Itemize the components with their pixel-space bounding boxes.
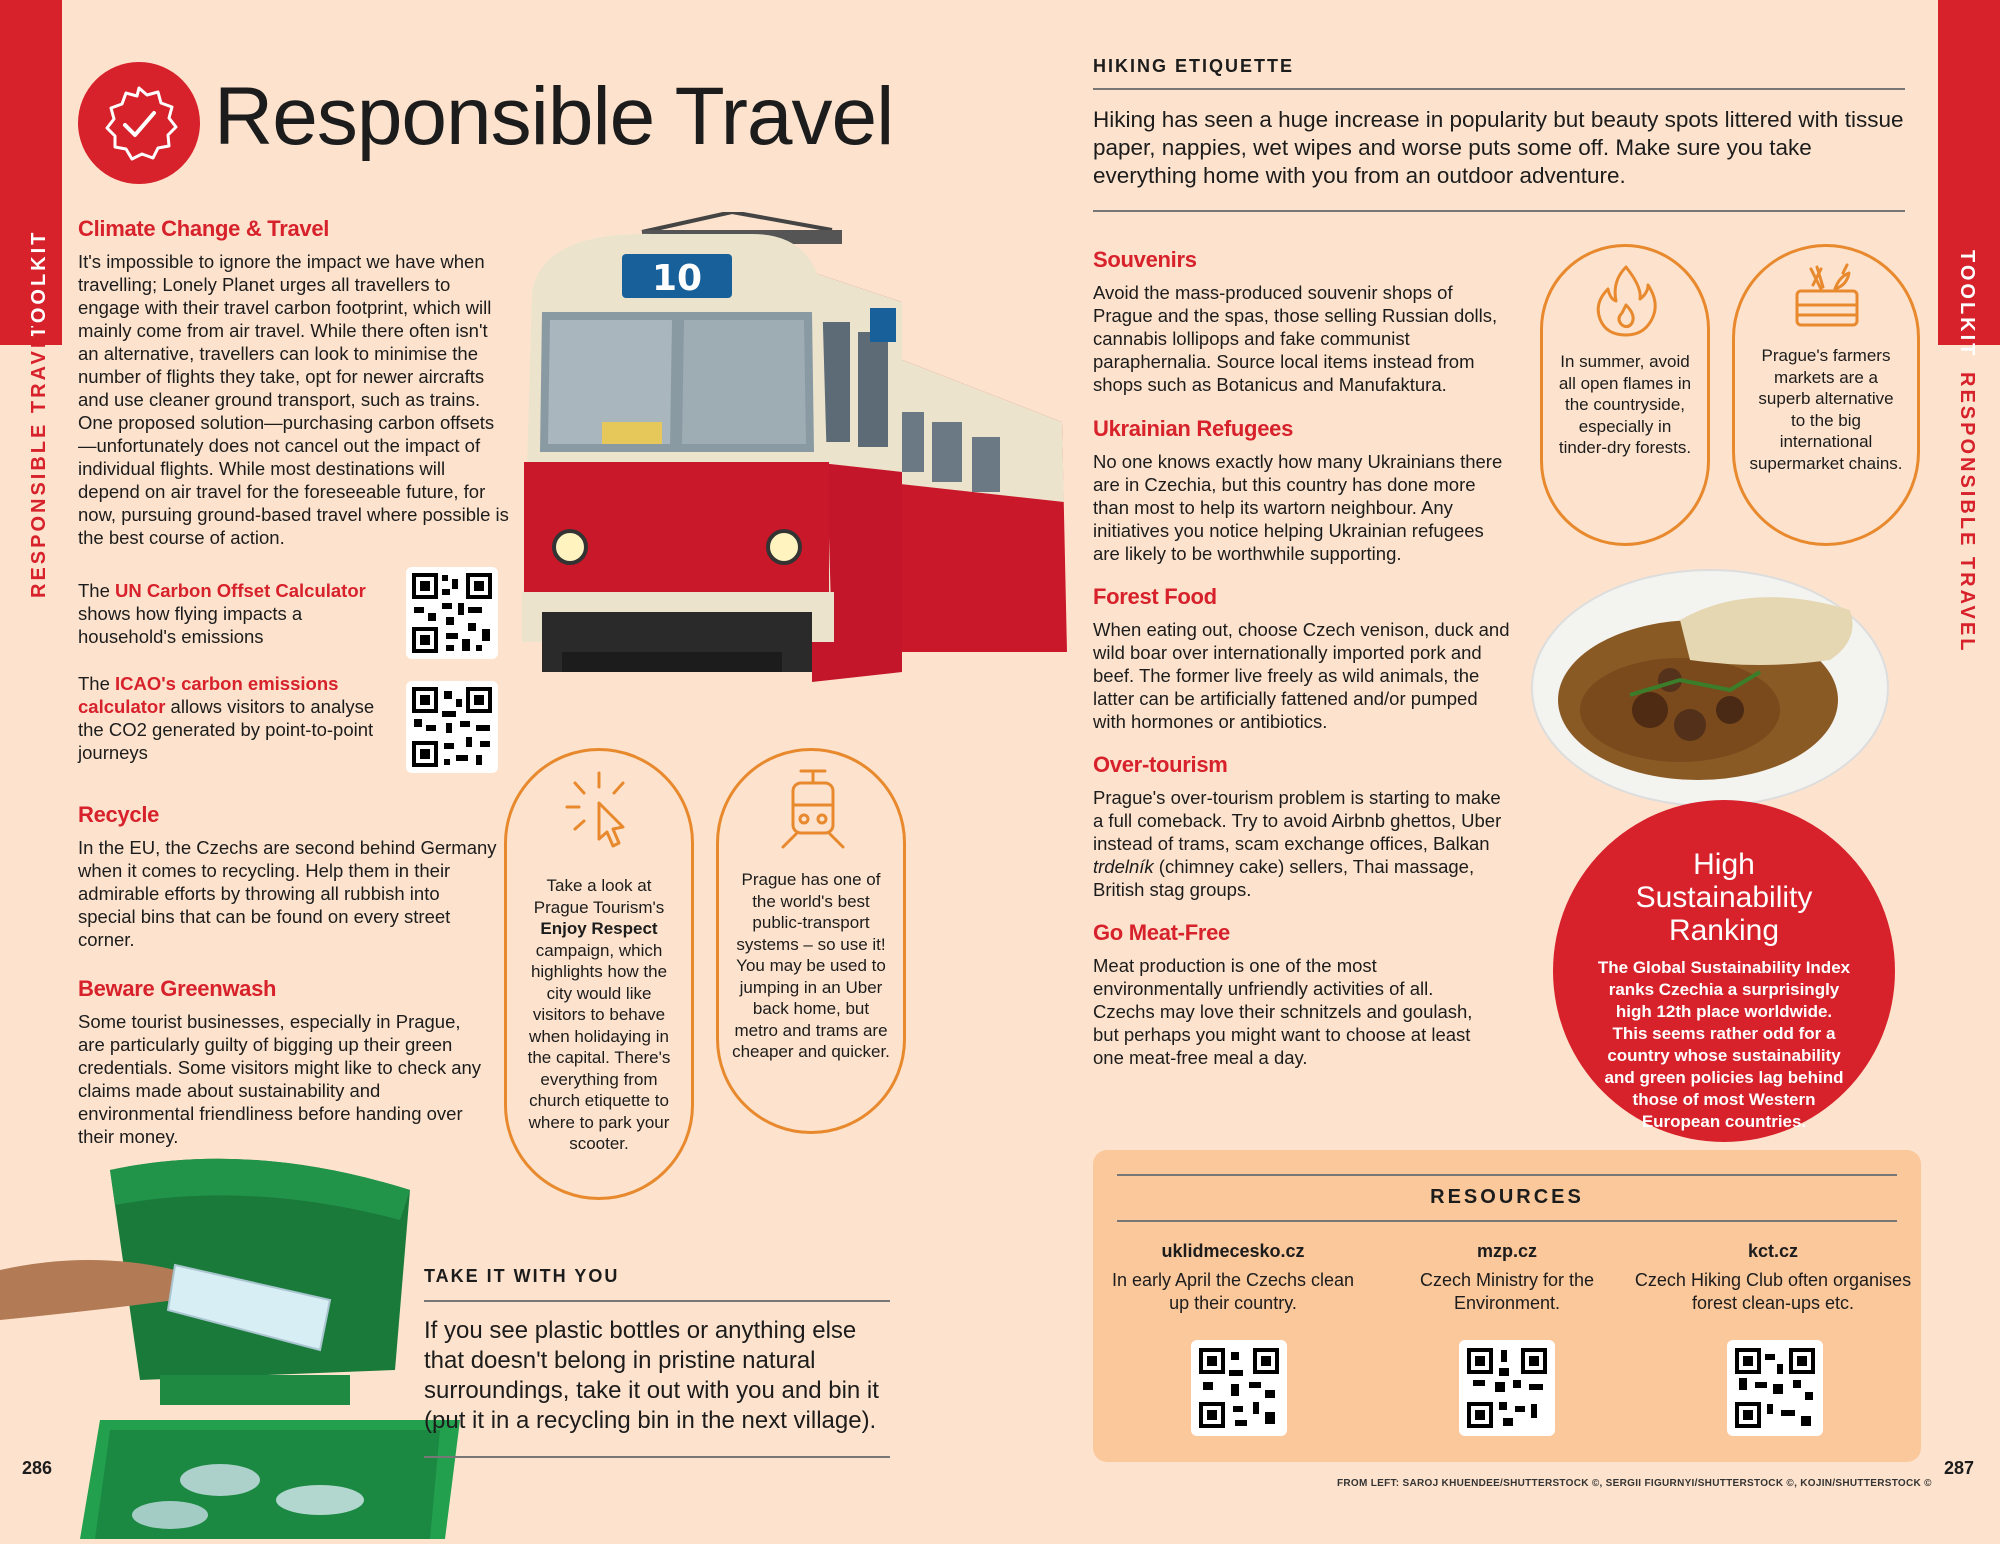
qr-code-icon xyxy=(1191,1340,1287,1436)
hiking-text: Hiking has seen a huge increase in popularity but beauty spots littered with tissue paper, nappies, wet wipes and worse puts some off. Make sure you take everything home with you from an outdoor adventure. xyxy=(1093,107,1904,188)
trdelnik-term: trdelník xyxy=(1093,856,1154,877)
resource-description: In early April the Czechs clean up their country. xyxy=(1111,1270,1355,1313)
un-calc-suffix: shows how flying impacts a household's emissions xyxy=(78,603,303,647)
climate-heading: Climate Change & Travel xyxy=(78,216,330,241)
photo-credits: FROM LEFT: SAROJ KHUENDEE/SHUTTERSTOCK ©, SERGII FIGURNYI/SHUTTERSTOCK ©, KOJIN/SHUTTERSTOCK © xyxy=(1337,1478,1932,1489)
icao-calculator-qr-code[interactable] xyxy=(406,681,498,773)
qr-code-icon xyxy=(1727,1340,1823,1436)
enjoy-respect-pill xyxy=(504,748,694,1200)
page-title: Responsible Travel xyxy=(214,71,894,162)
souvenirs-text: Avoid the mass-produced souvenir shops of Prague and the spas, those selling Russian dolls, cannabis lollipops and fake communist paraphernalia. Source local items instead from shops such as Botanicus and Manufaktura. xyxy=(1093,282,1498,395)
refugees-heading: Ukrainian Refugees xyxy=(1093,416,1294,441)
hiking-top-rule xyxy=(1093,88,1905,90)
public-transport-pill xyxy=(716,748,906,1134)
un-calc-prefix: The xyxy=(78,580,116,601)
icao-calc-suffix: allows visitors to analyse the CO2 generated by point-to-point journeys xyxy=(78,696,375,763)
icao-calc-prefix: The xyxy=(78,673,116,694)
hiking-heading: HIKING ETIQUETTE xyxy=(1093,56,1295,76)
respect-pre: Take a look at Prague Tourism's xyxy=(533,876,665,917)
climate-text: It's impossible to ignore the impact we have when travelling; Lonely Planet urges all travellers to engage with their travel carbon footprint, which will mainly come from air travel. While there often isn't an alternative, travellers can look to minimise the number of flights they take, opt for newer aircrafts and use cleaner ground transport, such as trains. One proposed solution—purchasing carbon offsets—unfortunately does not cancel out the impact of individual flights. While most destinations will depend on air travel for the foreseeable future, for now, pursuing ground-based travel where possible is the best course of action. xyxy=(78,251,509,548)
overtourism-text xyxy=(1093,786,1513,901)
take-it-text: If you see plastic bottles or anything else that doesn't belong in pristine natural surroundings, take it out with you and bin it (put it in a recycling bin in the next village). xyxy=(424,1317,879,1434)
flame-icon xyxy=(1586,261,1666,347)
take-it-top-rule xyxy=(424,1300,890,1302)
resources-top-rule xyxy=(1117,1174,1897,1176)
hiking-bottom-rule xyxy=(1093,210,1905,212)
souvenirs-heading: Souvenirs xyxy=(1093,247,1197,272)
transport-text: Prague has one of the world's best public-transport systems – so use it! You may be used to jumping in an Uber back home, but metro and trams are cheaper and quicker. xyxy=(732,870,890,1061)
icao-calculator-link[interactable]: ICAO's carbon emissions calculator xyxy=(78,673,339,717)
enjoy-respect-name: Enjoy Respect xyxy=(540,919,658,938)
open-flames-pill xyxy=(1540,244,1710,546)
produce-crate-icon xyxy=(1787,259,1867,345)
resources-bottom-rule xyxy=(1117,1220,1897,1222)
greenwash-heading: Beware Greenwash xyxy=(78,976,277,1001)
qr-code-icon xyxy=(406,681,498,773)
qr-code-icon xyxy=(406,567,498,659)
icao-calculator-text xyxy=(78,672,398,764)
side-tab-section-left: RESPONSIBLE TRAVEL xyxy=(28,316,50,598)
resource-qr-code[interactable] xyxy=(1191,1340,1287,1436)
side-tab-toolkit-right: TOOLKIT xyxy=(1956,250,1978,359)
resource-site-link[interactable]: mzp.cz xyxy=(1476,1241,1537,1261)
resource-description: Czech Hiking Club often organises forest clean-ups etc. xyxy=(1634,1270,1912,1313)
take-it-heading: TAKE IT WITH YOU xyxy=(424,1266,620,1286)
farmers-markets-pill xyxy=(1732,244,1920,546)
resource-site-link[interactable]: uklidmecesko.cz xyxy=(1161,1241,1305,1261)
refugees-text: No one knows exactly how many Ukrainians there are in Czechia, but this country has done more than most to help its wartorn neighbour. Any initiatives you notice helping Ukrainian refugees are likely to be worthwhile supporting. xyxy=(1093,451,1503,564)
greenwash-text: Some tourist businesses, especially in Prague, are particularly guilty of bigging up their green credentials. Some visitors might like to check any claims made about sustainability and environmental friendliness before handing over their money. xyxy=(78,1011,482,1147)
un-calculator-link[interactable]: UN Carbon Offset Calculator xyxy=(115,580,366,601)
resource-qr-code[interactable] xyxy=(1727,1340,1823,1436)
resource-item xyxy=(1633,1240,1913,1315)
page-number-left: 286 xyxy=(22,1458,53,1478)
recycle-heading: Recycle xyxy=(78,802,160,827)
goulash-dish-photo xyxy=(1530,560,1890,810)
side-tab-toolkit-left: TOOLKIT xyxy=(28,229,50,338)
resources-heading: RESOURCES xyxy=(1430,1186,1584,1208)
take-it-bottom-rule xyxy=(424,1456,890,1458)
qr-code-icon xyxy=(1459,1340,1555,1436)
side-tab-section-right: RESPONSIBLE TRAVEL xyxy=(1956,372,1978,654)
tram-icon xyxy=(771,767,855,857)
cursor-click-icon xyxy=(559,769,643,859)
page-number-right: 287 xyxy=(1944,1458,1975,1478)
resource-description: Czech Ministry for the Environment. xyxy=(1419,1270,1595,1313)
overtourism-heading: Over-tourism xyxy=(1093,752,1228,777)
markets-text: Prague's farmers markets are a superb alternative to the big international supermarket chains. xyxy=(1749,346,1903,473)
tram-photo xyxy=(502,212,1072,690)
overtourism-post: (chimney cake) sellers, Thai massage, British stag groups. xyxy=(1093,856,1475,900)
un-calculator-qr-code[interactable] xyxy=(406,567,498,659)
badge-check-icon xyxy=(78,62,200,184)
resource-site-link[interactable]: kct.cz xyxy=(1747,1241,1799,1261)
recycling-bin-photo xyxy=(0,1150,460,1539)
forest-food-text: When eating out, choose Czech venison, duck and wild boar over internationally imported pork and beef. The former live freely as wild animals, the latter can be artificially fattened and/or pumped with hormones or antibiotics. xyxy=(1093,619,1510,732)
respect-post: campaign, which highlights how the city would like visitors to behave when holidaying in the capital. There's everything from church etiquette to where to park your scooter. xyxy=(527,940,671,1153)
overtourism-pre: Prague's over-tourism problem is starting to make a full comeback. Try to avoid Airbnb ghettos, Uber instead of trams, scam exchange offices, Balkan xyxy=(1093,787,1502,854)
resources-box xyxy=(1093,1150,1921,1462)
tram-number: 10 xyxy=(651,258,703,299)
meat-free-text: Meat production is one of the most environmentally unfriendly activities of all. Czechs may love their schnitzels and goulash, but perhaps you might want to choose at least one meat-free meal a day. xyxy=(1093,955,1473,1068)
resource-qr-code[interactable] xyxy=(1459,1340,1555,1436)
resource-item xyxy=(1103,1240,1363,1315)
un-calculator-text xyxy=(78,579,378,648)
ranking-heading: High Sustainability Ranking xyxy=(1635,848,1813,947)
sustainability-ranking-circle xyxy=(1553,800,1895,1142)
flames-text: In summer, avoid all open flames in the countryside, especially in tinder-dry forests. xyxy=(1558,352,1692,457)
recycle-text: In the EU, the Czechs are second behind Germany when it comes to recycling. Help them in their admirable efforts by throwing all rubbish into special bins that can be found on every street corner. xyxy=(78,837,497,950)
meat-free-heading: Go Meat-Free xyxy=(1093,920,1230,945)
resource-item xyxy=(1377,1240,1637,1315)
forest-food-heading: Forest Food xyxy=(1093,584,1217,609)
ranking-text: The Global Sustainability Index ranks Czechia a surprisingly high 12th place worldwide. This seems rather odd for a country whose sustainability and green policies lag behind those of most Western European countries. xyxy=(1597,958,1851,1131)
